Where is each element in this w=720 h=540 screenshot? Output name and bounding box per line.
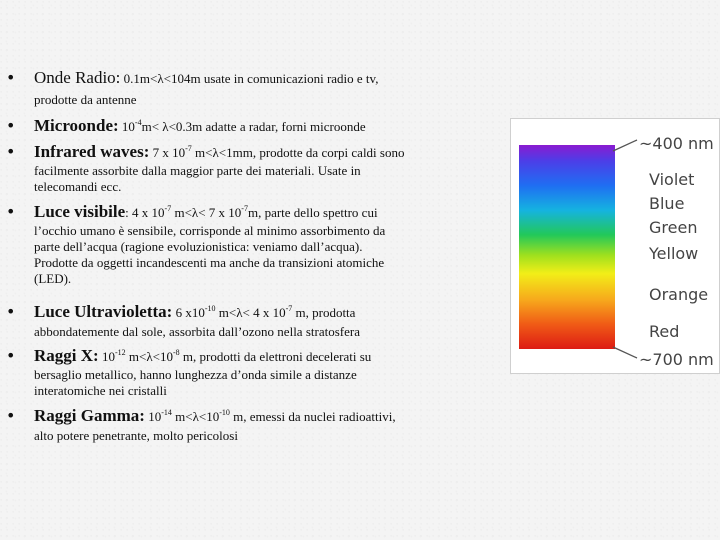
color-label-orange: Orange <box>649 285 709 304</box>
item-continuation: abbondatemente dal sole, assorbita dall’ozono nella stratosfera <box>34 324 360 339</box>
item-continuation: (LED). <box>34 271 72 286</box>
item-title: Onde Radio: <box>34 68 121 87</box>
bullet-icon: • <box>6 302 16 321</box>
color-label-yellow: Yellow <box>649 244 699 263</box>
item-title: Raggi Gamma: <box>34 406 145 425</box>
item-title: Raggi X: <box>34 346 99 365</box>
item-text: 0.1m<λ<104m usate in comunicazioni radio e tv, <box>120 71 379 86</box>
item-title: Infrared waves: <box>34 142 150 161</box>
item-continuation: l’occhio umano è sensibile, corrisponde al minimo assorbimento da <box>34 223 386 238</box>
color-label-violet: Violet <box>649 170 695 189</box>
color-label-blue: Blue <box>649 194 685 213</box>
bullet-icon: • <box>6 142 16 161</box>
bullet-icon: • <box>6 346 16 365</box>
item-continuation: interatomiche nei cristalli <box>34 383 167 398</box>
item-continuation: alto potere penetrante, molto pericolosi <box>34 428 238 443</box>
item-title: Luce visibile <box>34 202 126 221</box>
item-title: Luce Ultravioletta: <box>34 302 173 321</box>
item-continuation: bersaglio metallico, hanno lunghezza d’onda simile a distanze <box>34 367 357 382</box>
top-tick-line <box>611 137 641 153</box>
color-label-red: Red <box>649 322 680 341</box>
item-continuation: telecomandi ecc. <box>34 179 122 194</box>
item-continuation: Prodotte da oggetti incandescenti ma anche da transizioni atomiche <box>34 255 385 270</box>
color-label-green: Green <box>649 218 698 237</box>
item-continuation: parte dell’acqua (ragione evoluzionistica: veniamo dall’acqua). <box>34 239 363 254</box>
bullet-icon: • <box>6 202 16 221</box>
bullet-icon: • <box>6 116 16 135</box>
bottom-wavelength-label: ~700 nm <box>639 350 714 369</box>
item-title: Microonde: <box>34 116 119 135</box>
top-wavelength-label: ~400 nm <box>639 134 714 153</box>
bottom-tick-line <box>611 345 641 361</box>
item-continuation: facilmente assorbite dalla maggior parte dei materiali. Usate in <box>34 163 361 178</box>
spectrum-gradient-bar <box>519 145 615 349</box>
item-continuation: prodotte da antenne <box>34 92 137 107</box>
bullet-icon: • <box>6 68 16 87</box>
bullet-icon: • <box>6 406 16 425</box>
visible-spectrum-figure <box>510 118 720 374</box>
